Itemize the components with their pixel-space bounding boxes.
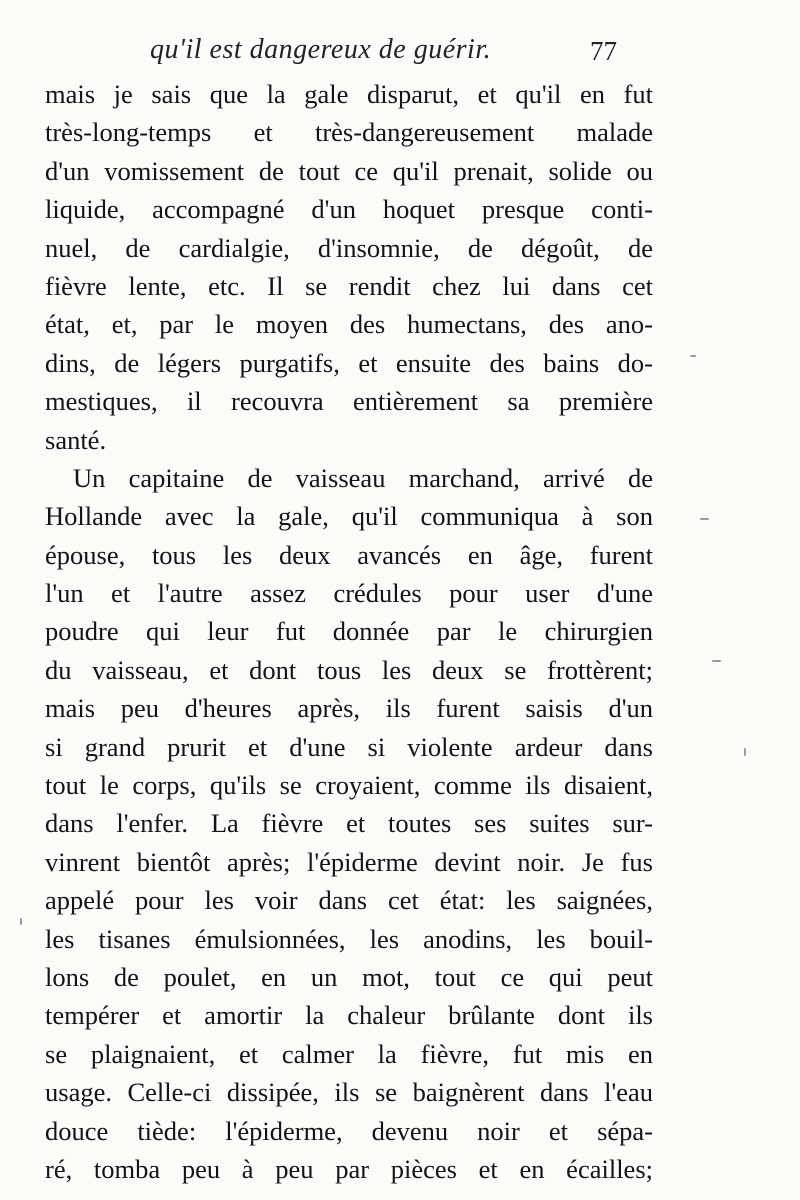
running-head-title: qu'il est dangereux de guérir. [150, 34, 492, 65]
text-line: dins, de légers purgatifs, et ensuite des bains do- [45, 347, 653, 378]
text-line: fièvre lente, etc. Il se rendit chez lui dans cet [45, 270, 653, 301]
text-line: état, et, par le moyen des humectans, des ano- [45, 309, 653, 340]
text-line: tout le corps, qu'ils se croyaient, comme ils disaient, [45, 770, 653, 801]
margin-speck [712, 660, 721, 662]
text-line: mais peu d'heures après, ils furent saisis d'un [45, 693, 653, 724]
text-line: d'un vomissement de tout ce qu'il prenait, solide ou [45, 155, 653, 186]
text-line: lons de poulet, en un mot, tout ce qui peut [45, 961, 653, 992]
text-line: nuel, de cardialgie, d'insomnie, de dégoût, de [45, 232, 653, 263]
text-line: l'un et l'autre assez crédules pour user d'une [45, 578, 653, 609]
text-line: usage. Celle-ci dissipée, ils se baignèrent dans l'eau [45, 1077, 653, 1108]
text-line: se plaignaient, et calmer la fièvre, fut mis en [45, 1038, 653, 1069]
text-line: épouse, tous les deux avancés en âge, furent [45, 539, 653, 570]
margin-speck [744, 748, 746, 756]
text-line: mestiques, il recouvra entièrement sa première [45, 386, 653, 417]
text-line: mais je sais que la gale disparut, et qu'il en fut [45, 79, 653, 109]
text-line: très-long-temps et très-dangereusement malade [45, 117, 653, 148]
text-line: vinrent bientôt après; l'épiderme devint noir. Je fus [45, 846, 653, 877]
margin-speck [690, 355, 696, 357]
text-line: poudre qui leur fut donnée par le chirurgien [45, 616, 653, 647]
text-line: tempérer et amortir la chaleur brûlante dont ils [45, 1000, 653, 1031]
text-line: si grand prurit et d'une si violente ardeur dans [45, 731, 653, 762]
running-head [0, 34, 800, 74]
page-number: 77 [590, 36, 617, 66]
text-line: liquide, accompagné d'un hoquet presque conti- [45, 194, 653, 225]
body-text [45, 75, 653, 1188]
text-line: appelé pour les voir dans cet état: les saignées, [45, 885, 653, 916]
text-line: Hollande avec la gale, qu'il communiqua à son [45, 501, 653, 532]
margin-speck [20, 918, 22, 925]
text-line: les tisanes émulsionnées, les anodins, les bouil- [45, 923, 653, 954]
text-line: douce tiède: l'épiderme, devenu noir et sépa- [45, 1115, 653, 1146]
paragraph-end-line: santé. [45, 424, 107, 455]
margin-speck [700, 518, 709, 520]
text-line: du vaisseau, et dont tous les deux se frottèrent; [45, 654, 653, 685]
text-line: ré, tomba peu à peu par pièces et en écailles; [45, 1153, 653, 1184]
paragraph-start-line: Un capitaine de vaisseau marchand, arrivé de [73, 462, 653, 493]
text-line: dans l'enfer. La fièvre et toutes ses suites sur- [45, 808, 653, 839]
